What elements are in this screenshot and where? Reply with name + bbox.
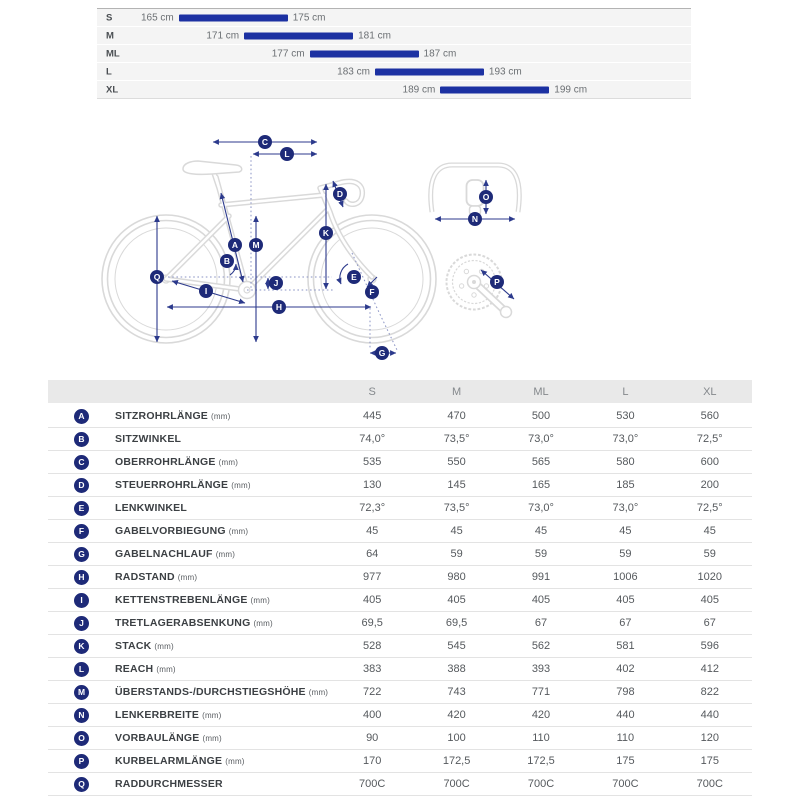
row-letter-badge: H bbox=[74, 570, 89, 585]
row-label-text: GABELNACHLAUF bbox=[115, 548, 213, 560]
diagram-badge-k bbox=[319, 226, 333, 240]
value-cell-l: 73,0° bbox=[612, 502, 639, 514]
row-letter-cell bbox=[48, 616, 115, 631]
value-cell-xl: 700C bbox=[696, 778, 723, 790]
arrow-e-head-angle bbox=[340, 264, 348, 284]
row-unit: (mm) bbox=[177, 573, 198, 582]
row-unit: (mm) bbox=[154, 642, 174, 651]
svg-text:E: E bbox=[351, 272, 357, 283]
size-label: ML bbox=[106, 48, 120, 59]
svg-text:H: H bbox=[275, 302, 283, 313]
height-range-bar bbox=[440, 86, 549, 93]
row-letter-badge: O bbox=[74, 731, 89, 746]
table-row-g bbox=[48, 543, 752, 566]
value-cell-m: 45 bbox=[450, 525, 463, 537]
svg-text:Q: Q bbox=[153, 272, 161, 283]
table-row-o bbox=[48, 727, 752, 750]
row-letter-cell bbox=[48, 524, 115, 539]
table-row-d bbox=[48, 474, 752, 497]
table-row-q bbox=[48, 773, 752, 796]
value-cell-ml: 45 bbox=[534, 525, 548, 537]
row-unit: (mm) bbox=[211, 412, 231, 421]
height-range-bar bbox=[244, 32, 353, 39]
value-cell-m: 69,5 bbox=[445, 617, 468, 629]
value-cell-l: 175 bbox=[616, 755, 635, 767]
value-cell-l: 73,0° bbox=[612, 433, 639, 445]
value-cell-ml: 771 bbox=[531, 686, 551, 698]
value-cell-l: 530 bbox=[616, 410, 635, 422]
row-label bbox=[115, 548, 330, 560]
table-row-b bbox=[48, 428, 752, 451]
table-row-j bbox=[48, 612, 752, 635]
value-cell-xl: 405 bbox=[700, 594, 719, 606]
max-height-label: 199 cm bbox=[554, 84, 588, 95]
row-unit: (mm) bbox=[250, 596, 270, 605]
value-cell-s: 72,3° bbox=[359, 502, 386, 514]
value-cell-xl: 560 bbox=[700, 410, 719, 422]
row-label-text: LENKWINKEL bbox=[115, 502, 187, 514]
geometry-table bbox=[48, 380, 752, 796]
value-cell-ml: 420 bbox=[531, 709, 551, 721]
size-row-xl bbox=[97, 81, 691, 99]
max-height-label: 193 cm bbox=[488, 66, 522, 77]
size-row-l bbox=[97, 63, 691, 81]
row-label bbox=[115, 778, 330, 790]
value-cell-m: 470 bbox=[447, 410, 466, 422]
row-unit: (mm) bbox=[231, 481, 251, 490]
table-row-h bbox=[48, 566, 752, 589]
value-cell-ml: 73,0° bbox=[528, 502, 554, 514]
value-cell-m: 550 bbox=[447, 456, 466, 468]
diagram-badge-j bbox=[269, 276, 283, 290]
svg-text:F: F bbox=[369, 287, 375, 298]
value-cell-s: 74,0° bbox=[359, 433, 386, 445]
row-label bbox=[115, 755, 330, 767]
row-unit: (mm) bbox=[253, 619, 273, 628]
value-cell-ml: 991 bbox=[531, 571, 551, 583]
value-cell-xl: 59 bbox=[703, 548, 716, 560]
value-cell-xl: 596 bbox=[700, 640, 719, 652]
svg-text:D: D bbox=[336, 189, 344, 200]
row-letter-cell bbox=[48, 708, 115, 723]
row-label-text: ÜBERSTANDS-/DURCHSTIEGSHÖHE bbox=[115, 686, 306, 698]
value-cell-m: 100 bbox=[447, 732, 466, 744]
column-header-m: M bbox=[452, 385, 462, 398]
value-cell-l: 700C bbox=[612, 778, 639, 790]
size-label: S bbox=[106, 12, 113, 23]
row-label-text: RADSTAND bbox=[115, 571, 175, 583]
row-letter-cell bbox=[48, 685, 115, 700]
row-label bbox=[115, 732, 330, 744]
row-label bbox=[115, 525, 330, 537]
value-cell-s: 383 bbox=[363, 663, 382, 675]
value-cell-ml: 110 bbox=[532, 732, 550, 744]
value-cell-xl: 72,5° bbox=[696, 433, 723, 445]
value-cell-s: 130 bbox=[363, 479, 382, 491]
table-row-f bbox=[48, 520, 752, 543]
diagram-badge-i bbox=[199, 284, 213, 298]
row-unit: (mm) bbox=[156, 665, 176, 674]
value-cell-m: 980 bbox=[447, 571, 466, 583]
size-row-s bbox=[97, 9, 691, 27]
table-row-e bbox=[48, 497, 752, 520]
row-letter-badge: N bbox=[74, 708, 89, 723]
row-letter-badge: Q bbox=[74, 777, 89, 792]
row-letter-cell bbox=[48, 478, 115, 493]
row-letter-cell bbox=[48, 432, 115, 447]
svg-text:L: L bbox=[284, 149, 290, 160]
value-cell-m: 700C bbox=[443, 778, 470, 790]
value-cell-l: 1006 bbox=[613, 571, 638, 583]
table-row-m bbox=[48, 681, 752, 704]
bike-geometry-diagram bbox=[0, 125, 800, 380]
row-letter-badge: F bbox=[74, 524, 89, 539]
row-letter-cell bbox=[48, 455, 115, 470]
size-label: M bbox=[106, 30, 114, 41]
value-cell-ml: 59 bbox=[534, 548, 548, 560]
height-range-bar bbox=[375, 68, 484, 75]
value-cell-s: 722 bbox=[363, 686, 382, 698]
row-label bbox=[115, 617, 330, 629]
row-unit: (mm) bbox=[202, 711, 222, 720]
size-row-m bbox=[97, 27, 691, 45]
row-label-text: SITZROHRLÄNGE bbox=[115, 410, 209, 422]
value-cell-s: 528 bbox=[363, 640, 382, 652]
diagram-badge-q bbox=[150, 270, 164, 284]
diagram-badge-b bbox=[220, 254, 234, 268]
row-letter-cell bbox=[48, 570, 115, 585]
saddle bbox=[183, 161, 242, 174]
size-range-chart bbox=[97, 8, 691, 99]
value-cell-m: 388 bbox=[447, 663, 466, 675]
diagram-badge-g bbox=[375, 346, 389, 360]
diagram-badge-a bbox=[228, 238, 242, 252]
value-cell-s: 977 bbox=[363, 571, 382, 583]
svg-text:C: C bbox=[261, 137, 269, 148]
value-cell-l: 405 bbox=[616, 594, 635, 606]
value-cell-s: 90 bbox=[366, 732, 379, 744]
row-letter-cell bbox=[48, 639, 115, 654]
height-range-bar bbox=[179, 14, 288, 21]
value-cell-l: 45 bbox=[619, 525, 632, 537]
size-label: L bbox=[106, 66, 112, 77]
row-label bbox=[115, 433, 330, 445]
svg-text:A: A bbox=[231, 240, 239, 251]
svg-text:M: M bbox=[252, 240, 260, 251]
value-cell-ml: 67 bbox=[534, 617, 548, 629]
row-letter-badge: M bbox=[74, 685, 89, 700]
value-cell-xl: 1020 bbox=[697, 571, 723, 583]
max-height-label: 187 cm bbox=[423, 48, 457, 59]
value-cell-xl: 72,5° bbox=[696, 502, 723, 514]
value-cell-s: 445 bbox=[363, 410, 382, 422]
row-label-text: STACK bbox=[115, 640, 152, 652]
row-label-text: VORBAULÄNGE bbox=[115, 732, 200, 744]
value-cell-s: 535 bbox=[363, 456, 382, 468]
row-label-text: TRETLAGERABSENKUNG bbox=[115, 617, 251, 629]
diagram-badge-e bbox=[347, 270, 361, 284]
svg-text:P: P bbox=[494, 277, 500, 288]
diagram-badge-n bbox=[468, 212, 482, 226]
value-cell-s: 405 bbox=[363, 594, 382, 606]
row-letter-badge: J bbox=[74, 616, 89, 631]
value-cell-l: 581 bbox=[616, 640, 635, 652]
value-cell-ml: 73,0° bbox=[528, 433, 554, 445]
row-label bbox=[115, 686, 330, 698]
svg-text:K: K bbox=[322, 228, 330, 239]
column-header-s: S bbox=[368, 385, 376, 398]
row-letter-badge: G bbox=[74, 547, 89, 562]
row-label-text: SITZWINKEL bbox=[115, 433, 182, 445]
diagram-badge-h bbox=[272, 300, 286, 314]
svg-text:B: B bbox=[223, 256, 231, 267]
diagram-badge-f bbox=[365, 285, 379, 299]
min-height-label: 165 cm bbox=[140, 12, 174, 23]
row-unit: (mm) bbox=[228, 527, 249, 536]
svg-text:J: J bbox=[273, 278, 279, 289]
row-label-text: KURBELARMLÄNGE bbox=[115, 755, 223, 767]
value-cell-ml: 165 bbox=[531, 479, 551, 491]
value-cell-s: 170 bbox=[363, 755, 382, 767]
height-range-bar bbox=[310, 50, 419, 57]
column-header-xl: XL bbox=[703, 385, 717, 398]
geometry-table-header bbox=[48, 380, 752, 403]
value-cell-xl: 822 bbox=[700, 686, 719, 698]
row-letter-badge: C bbox=[74, 455, 89, 470]
value-cell-l: 798 bbox=[616, 686, 635, 698]
row-label-text: GABELVORBIEGUNG bbox=[115, 525, 226, 537]
svg-text:O: O bbox=[482, 192, 490, 203]
table-row-k bbox=[48, 635, 752, 658]
value-cell-ml: 565 bbox=[531, 456, 551, 468]
table-row-i bbox=[48, 589, 752, 612]
row-label bbox=[115, 709, 330, 721]
row-label bbox=[115, 640, 330, 652]
row-letter-badge: E bbox=[74, 501, 89, 516]
row-label bbox=[115, 456, 330, 468]
value-cell-xl: 67 bbox=[703, 617, 716, 629]
row-label-text: KETTENSTREBENLÄNGE bbox=[115, 594, 248, 606]
row-letter-cell bbox=[48, 731, 115, 746]
diagram-badge-m bbox=[249, 238, 263, 252]
diagram-badge-l bbox=[280, 147, 294, 161]
value-cell-l: 185 bbox=[616, 479, 635, 491]
row-letter-badge: A bbox=[74, 409, 89, 424]
value-cell-xl: 200 bbox=[700, 479, 719, 491]
row-unit: (mm) bbox=[215, 550, 236, 559]
diagram-badge-d bbox=[333, 187, 347, 201]
value-cell-m: 420 bbox=[447, 709, 466, 721]
min-height-label: 189 cm bbox=[402, 84, 436, 95]
value-cell-s: 69,5 bbox=[361, 617, 383, 629]
row-label-text: REACH bbox=[115, 663, 154, 675]
value-cell-ml: 172,5 bbox=[527, 755, 555, 767]
row-letter-cell bbox=[48, 754, 115, 769]
value-cell-l: 580 bbox=[616, 456, 635, 468]
column-header-l: L bbox=[622, 385, 629, 398]
size-label: XL bbox=[106, 84, 119, 95]
max-height-label: 181 cm bbox=[358, 30, 391, 41]
min-height-label: 171 cm bbox=[206, 30, 240, 41]
value-cell-xl: 600 bbox=[700, 456, 719, 468]
value-cell-l: 59 bbox=[619, 548, 632, 560]
value-cell-xl: 45 bbox=[703, 525, 716, 537]
handlebar-front-view bbox=[431, 165, 520, 215]
table-row-c bbox=[48, 451, 752, 474]
size-row-ml bbox=[97, 45, 691, 63]
row-unit: (mm) bbox=[308, 688, 329, 697]
row-label bbox=[115, 571, 330, 583]
row-label-text: OBERROHRLÄNGE bbox=[115, 456, 216, 468]
row-label bbox=[115, 594, 330, 606]
value-cell-xl: 175 bbox=[700, 755, 719, 767]
row-letter-cell bbox=[48, 593, 115, 608]
value-cell-l: 67 bbox=[619, 617, 632, 629]
row-letter-cell bbox=[48, 547, 115, 562]
row-unit: (mm) bbox=[218, 458, 239, 467]
row-letter-cell bbox=[48, 777, 115, 792]
column-header-ml: ML bbox=[533, 385, 549, 398]
table-row-p bbox=[48, 750, 752, 773]
row-label-text: LENKERBREITE bbox=[115, 709, 200, 721]
value-cell-ml: 500 bbox=[531, 410, 551, 422]
value-cell-l: 402 bbox=[616, 663, 635, 675]
svg-text:I: I bbox=[204, 286, 208, 297]
row-letter-badge: P bbox=[74, 754, 89, 769]
max-height-label: 175 cm bbox=[292, 12, 326, 23]
row-letter-cell bbox=[48, 409, 115, 424]
value-cell-ml: 700C bbox=[527, 778, 555, 790]
value-cell-m: 172,5 bbox=[442, 755, 471, 767]
row-label bbox=[115, 663, 330, 675]
row-unit: (mm) bbox=[225, 757, 245, 766]
value-cell-s: 400 bbox=[363, 709, 382, 721]
min-height-label: 177 cm bbox=[271, 48, 305, 59]
row-letter-badge: K bbox=[74, 639, 89, 654]
value-cell-s: 700C bbox=[359, 778, 386, 790]
svg-text:G: G bbox=[378, 348, 386, 359]
diagram-badge-o bbox=[479, 190, 493, 204]
value-cell-m: 59 bbox=[450, 548, 463, 560]
value-cell-l: 110 bbox=[616, 732, 635, 744]
value-cell-m: 545 bbox=[447, 640, 466, 652]
value-cell-xl: 120 bbox=[700, 732, 719, 744]
value-cell-l: 440 bbox=[616, 709, 635, 721]
row-letter-badge: L bbox=[74, 662, 89, 677]
row-label-text: STEUERROHRLÄNGE bbox=[115, 479, 229, 491]
value-cell-m: 743 bbox=[447, 686, 466, 698]
value-cell-ml: 405 bbox=[531, 594, 551, 606]
value-cell-xl: 440 bbox=[700, 709, 719, 721]
diagram-badge-c bbox=[258, 135, 272, 149]
svg-text:N: N bbox=[471, 214, 479, 225]
row-letter-cell bbox=[48, 501, 115, 516]
table-row-n bbox=[48, 704, 752, 727]
table-row-a bbox=[48, 405, 752, 428]
min-height-label: 183 cm bbox=[337, 66, 370, 77]
geometry-table-body bbox=[48, 405, 752, 796]
value-cell-m: 73,5° bbox=[443, 502, 470, 514]
row-letter-badge: I bbox=[74, 593, 89, 608]
value-cell-ml: 393 bbox=[531, 663, 551, 675]
value-cell-xl: 412 bbox=[700, 663, 719, 675]
bike-side-outline bbox=[102, 161, 436, 343]
value-cell-m: 405 bbox=[447, 594, 466, 606]
row-label bbox=[115, 410, 330, 422]
value-cell-m: 73,5° bbox=[443, 433, 470, 445]
row-label bbox=[115, 502, 330, 514]
diagram-badge-p bbox=[490, 275, 504, 289]
value-cell-m: 145 bbox=[447, 479, 466, 491]
value-cell-s: 64 bbox=[366, 548, 379, 560]
table-row-l bbox=[48, 658, 752, 681]
value-cell-s: 45 bbox=[366, 525, 379, 537]
row-letter-badge: B bbox=[74, 432, 89, 447]
row-unit: (mm) bbox=[202, 734, 222, 743]
row-letter-badge: D bbox=[74, 478, 89, 493]
row-label-text: RADDURCHMESSER bbox=[115, 778, 223, 790]
row-label bbox=[115, 479, 330, 491]
value-cell-ml: 562 bbox=[531, 640, 551, 652]
row-letter-cell bbox=[48, 662, 115, 677]
